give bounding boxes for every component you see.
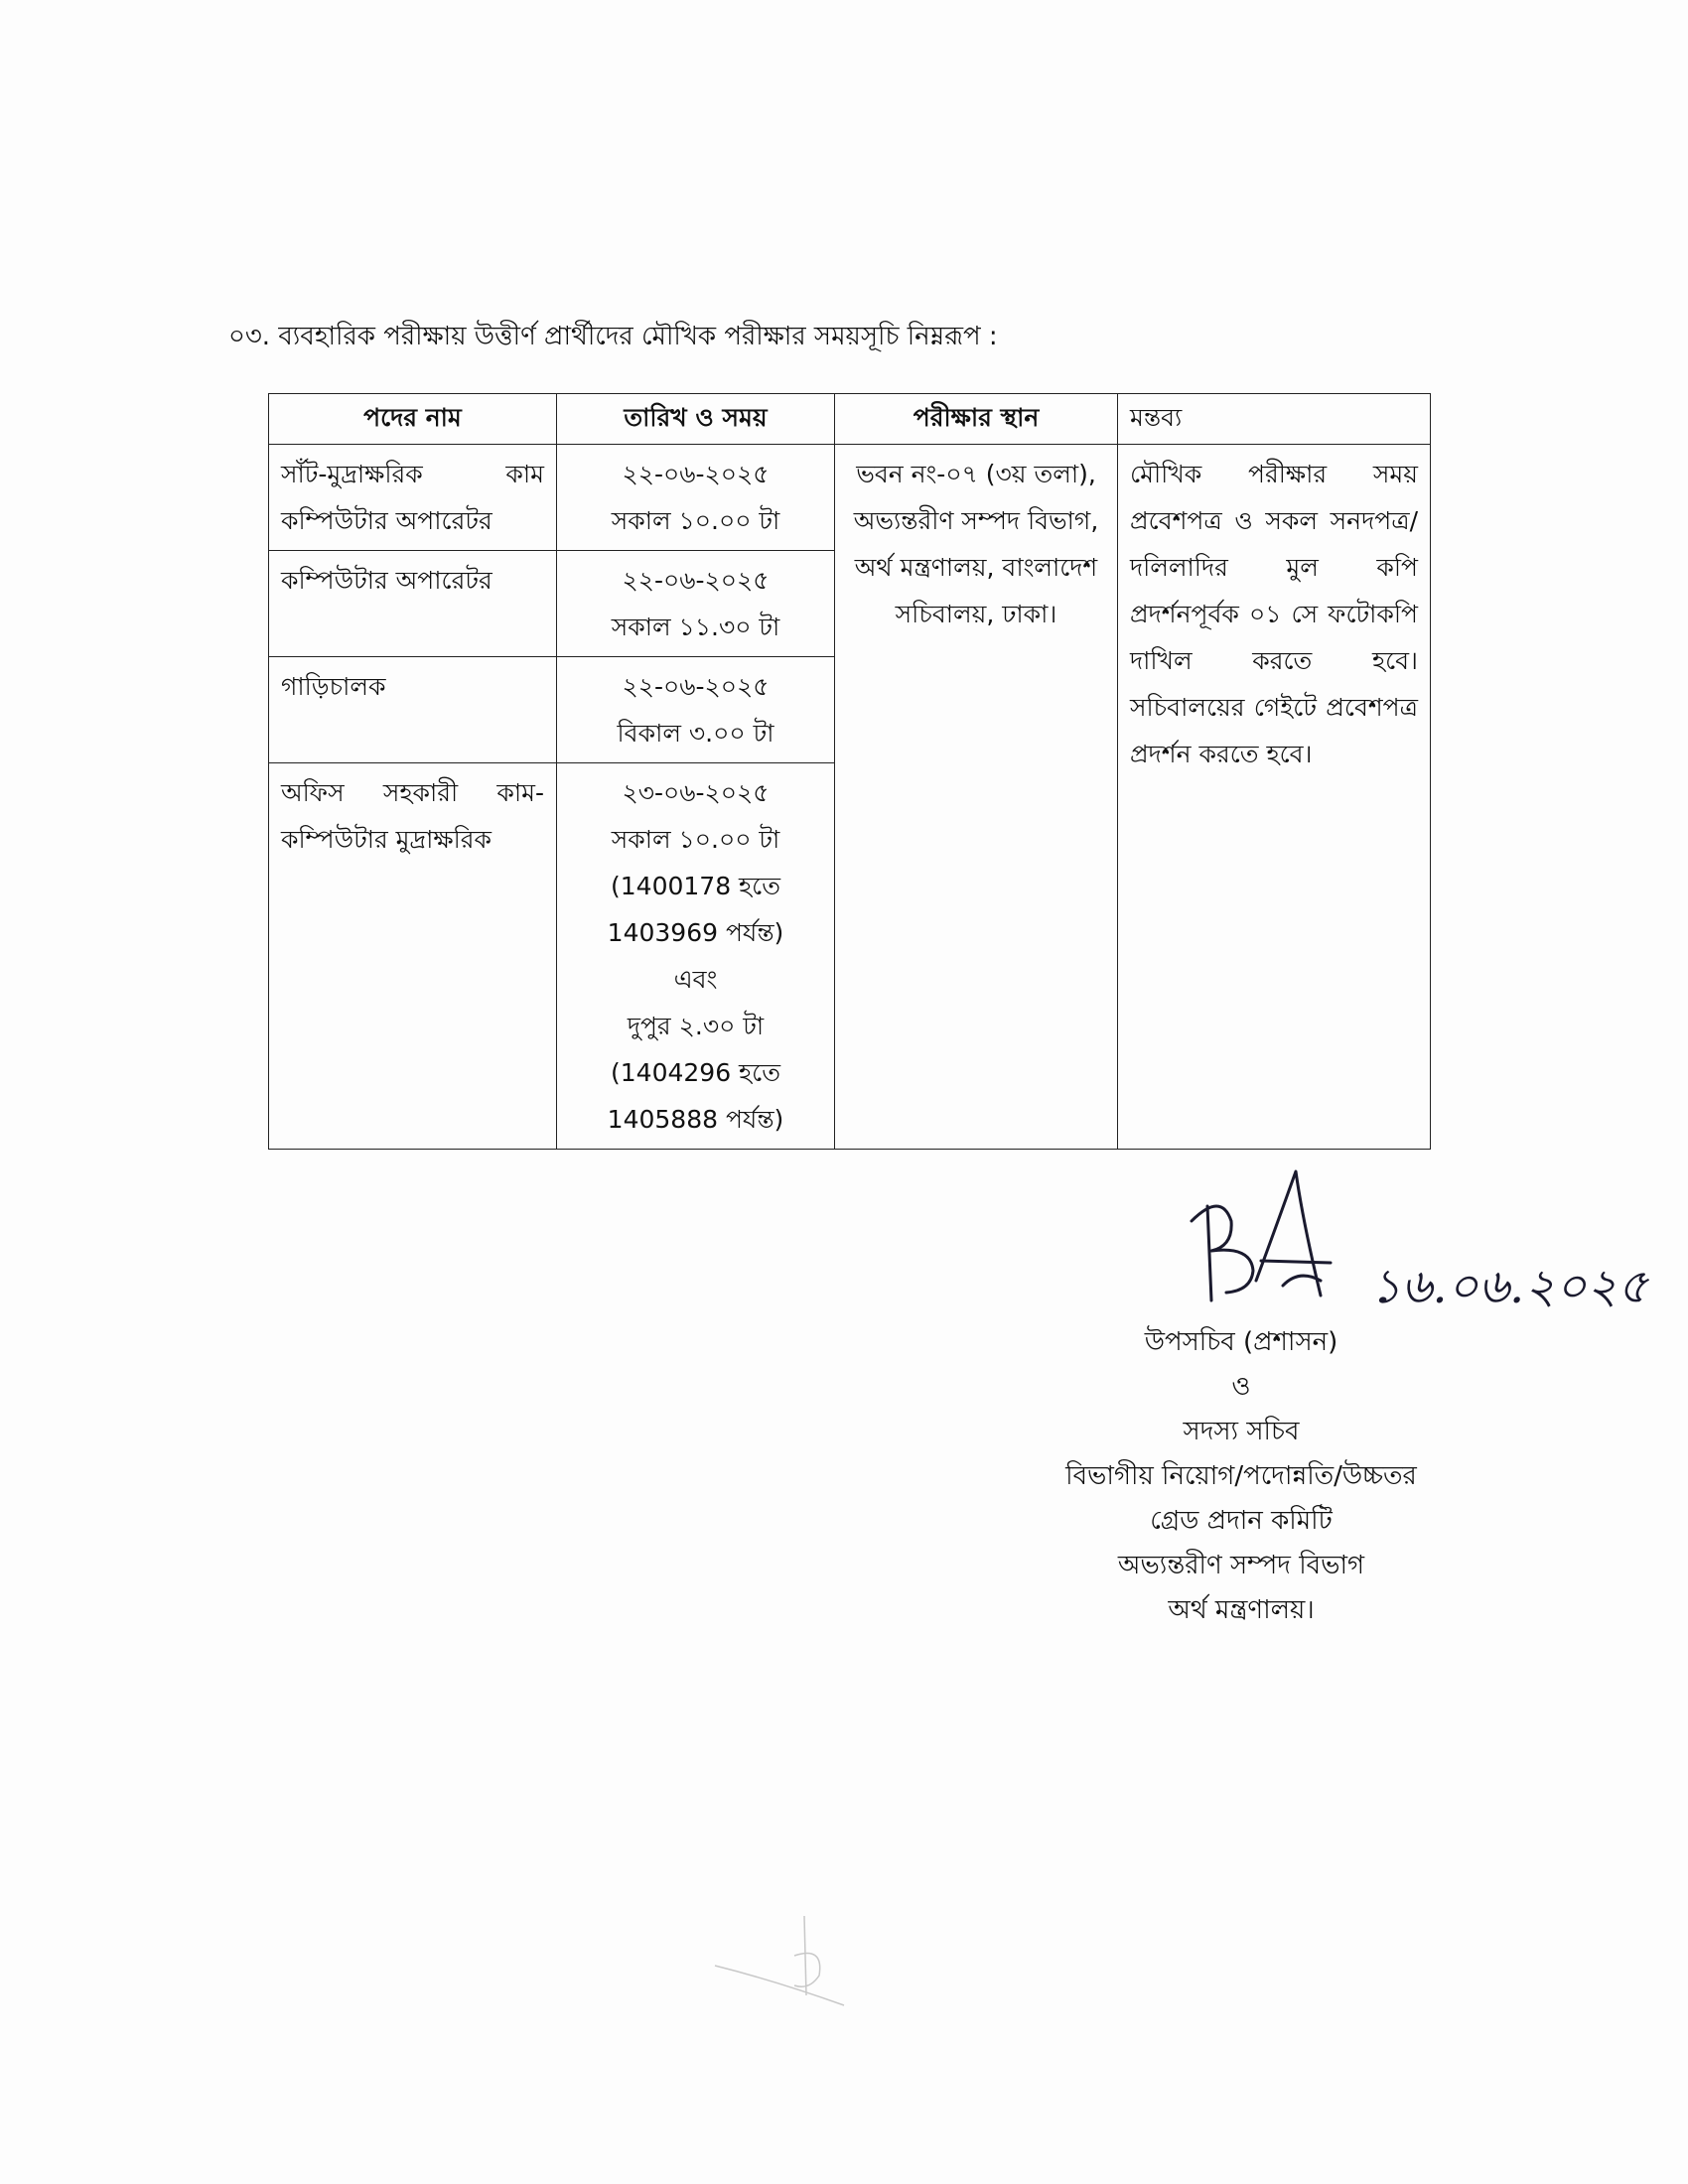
- committee-line-1: বিভাগীয় নিয়োগ/পদোন্নতি/উচ্চতর: [1065, 1461, 1417, 1491]
- date-time-cell: [557, 445, 835, 551]
- venue-cell: ভবন নং-০৭ (৩য় তলা), অভ্যন্তরীণ সম্পদ বিভাগ, অর্থ মন্ত্রণালয়, বাংলাদেশ সচিবালয়, ঢাকা।: [835, 445, 1118, 1150]
- date-time-cell: [557, 763, 835, 1150]
- time: সকাল ১১.৩০ টা: [611, 613, 780, 641]
- division: অভ্যন্তরীণ সম্পদ বিভাগ: [1117, 1551, 1365, 1580]
- roll-range-start: (1404296 হতে: [611, 1058, 780, 1087]
- date-time-cell: [557, 551, 835, 657]
- interview-schedule-table: [268, 393, 1431, 1150]
- time: সকাল ১০.০০ টা: [611, 506, 780, 535]
- roll-range-end: 1405888 পর্যন্ত): [607, 1105, 784, 1134]
- conjunction: এবং: [673, 965, 718, 994]
- header-post-name: পদের নাম: [269, 394, 557, 445]
- date: ২২-০৬-২০২৫: [622, 460, 770, 488]
- section-heading: ০৩. ব্যবহারিক পরীক্ষায় উত্তীর্ণ প্রার্থীদের মৌখিক পরীক্ষার সময়সূচি নিম্নরূপ :: [228, 322, 998, 351]
- date: ২২-০৬-২০২৫: [622, 566, 770, 595]
- date: ২২-০৬-২০২৫: [622, 672, 770, 701]
- remarks-cell: মৌখিক পরীক্ষার সময় প্রবেশপত্র ও সকল সনদপত্র/দলিলাদির মুল কপি প্রদর্শনপূর্বক ০১ সে ফটোকপি দাখিল করতে হবে। সচিবালয়ের গেইটে প্রবেশপত্র প্রদর্শন করতে হবে।: [1118, 445, 1431, 1150]
- date: ২৩-০৬-২০২৫: [622, 778, 770, 807]
- table-row: [269, 445, 1431, 551]
- roll-range-end: 1403969 পর্যন্ত): [607, 918, 784, 947]
- post-name-cell: সাঁট-মুদ্রাক্ষরিক কাম কম্পিউটার অপারেটর: [269, 445, 557, 551]
- header-exam-venue: পরীক্ষার স্থান: [835, 394, 1118, 445]
- handwritten-signature: [1172, 1152, 1649, 1330]
- header-date-time: তারিখ ও সময়: [557, 394, 835, 445]
- role: সদস্য সচিব: [1183, 1417, 1300, 1446]
- time: বিকাল ৩.০০ টা: [617, 719, 774, 748]
- post-name-cell: কম্পিউটার অপারেটর: [269, 551, 557, 657]
- designation: উপসচিব (প্রশাসন): [1144, 1327, 1338, 1357]
- time: সকাল ১০.০০ টা: [611, 825, 780, 854]
- post-name-cell: অফিস সহকারী কাম-কম্পিউটার মুদ্রাক্ষরিক: [269, 763, 557, 1150]
- conjunction: ও: [1231, 1372, 1251, 1402]
- ministry: অর্থ মন্ত্রণালয়।: [1168, 1595, 1315, 1625]
- header-remarks: মন্তব্য: [1118, 394, 1431, 445]
- date-time-cell: [557, 657, 835, 763]
- faint-pen-mark: [695, 1896, 854, 2015]
- committee-line-2: গ্রেড প্রদান কমিটি: [1150, 1506, 1333, 1536]
- roll-range-start: (1400178 হতে: [611, 872, 780, 900]
- post-name-cell: গাড়িচালক: [269, 657, 557, 763]
- time: দুপুর ২.৩০ টা: [627, 1012, 765, 1040]
- table-header-row: [269, 394, 1431, 445]
- handwritten-date: ১৬.০৬.২০২৫: [1370, 1259, 1649, 1314]
- signature-block: [1013, 1320, 1470, 1633]
